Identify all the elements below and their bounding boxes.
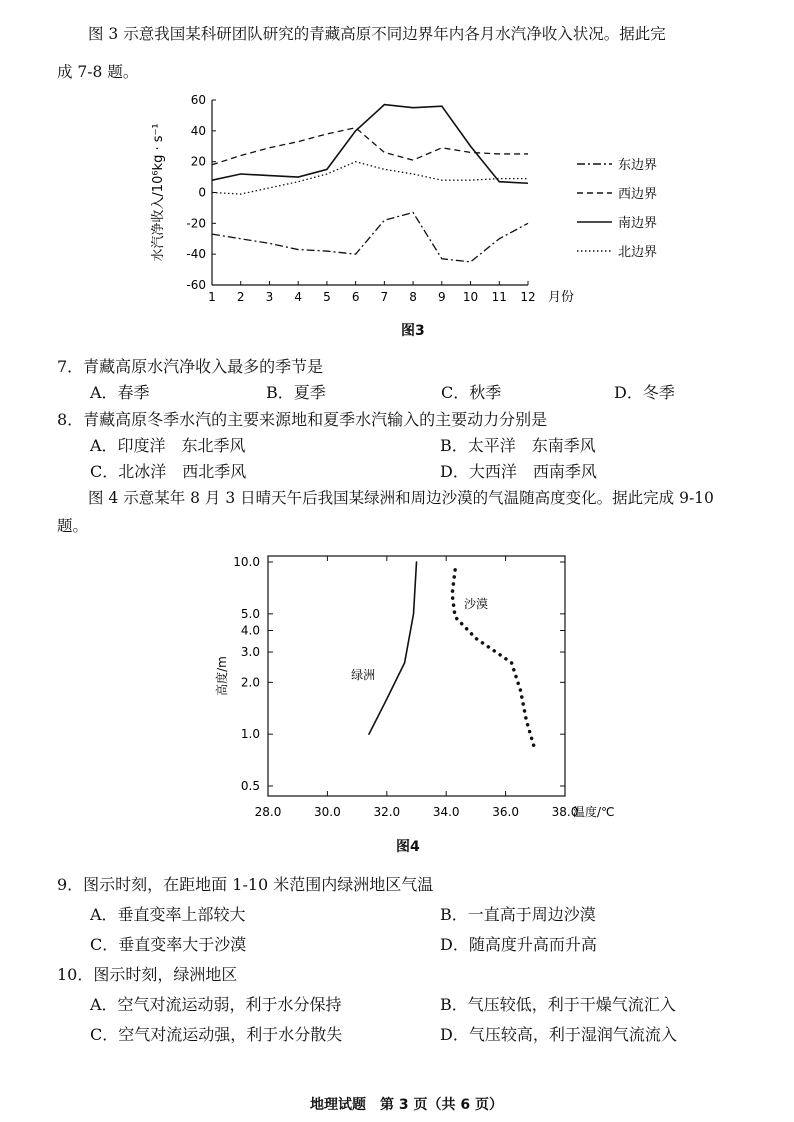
figure-3-y-tick-label: -60 xyxy=(186,278,206,292)
question-7-option-c[interactable]: C．秋季 xyxy=(441,383,502,402)
figure-3-x-tick-label: 12 xyxy=(520,290,536,304)
figure-4-x-tick-label: 34.0 xyxy=(432,805,460,819)
figure-3-caption: 图3 xyxy=(401,323,425,339)
figure-4-y-tick-label: 10.0 xyxy=(233,555,260,569)
question-10-stem: 10．图示时刻，绿洲地区 xyxy=(57,965,238,984)
question-9-stem: 9．图示时刻，在距地面 1-10 米范围内绿洲地区气温 xyxy=(57,875,434,894)
figure-4-x-tick-label: 28.0 xyxy=(254,805,282,819)
figure-3-x-tick-label: 5 xyxy=(323,290,331,304)
question-9-option-b[interactable]: B．一直高于周边沙漠 xyxy=(440,905,596,924)
figure-3-y-tick-label: 40 xyxy=(190,123,206,138)
intro-paragraph-2-line-1: 图 4 示意某年 8 月 3 日晴天午后我国某绿洲和周边沙漠的气温随高度变化。据此完成 9-10 xyxy=(88,489,714,507)
figure-4-x-tick-label: 30.0 xyxy=(314,805,341,819)
intro-paragraph-2-line-2: 题。 xyxy=(57,517,89,535)
figure-4-y-tick-label: 2.0 xyxy=(240,675,260,690)
figure-3-x-tick-label: 11 xyxy=(491,290,507,304)
figure-4-caption: 图4 xyxy=(396,839,420,855)
figure-4-plot-frame xyxy=(268,556,565,796)
question-8-option-a[interactable]: A．印度洋 东北季风 xyxy=(90,436,246,455)
figure-3-series-line xyxy=(212,162,528,194)
question-10-option-c[interactable]: C．空气对流运动强，利于水分散失 xyxy=(90,1025,343,1044)
intro-paragraph-1-line-1: 图 3 示意我国某科研团队研究的青藏高原不同边界年内各月水汽净收入状况。据此完 xyxy=(88,25,666,43)
figure-3-y-tick-label: 0 xyxy=(198,185,206,200)
figure-4-series-label: 绿洲 xyxy=(351,668,376,683)
question-9-option-d[interactable]: D．随高度升高而升高 xyxy=(440,935,597,954)
question-10-option-d[interactable]: D．气压较高，利于湿润气流流入 xyxy=(440,1025,677,1044)
figure-4-x-axis-label: 温度/℃ xyxy=(573,805,615,819)
question-10-option-a[interactable]: A．空气对流运动弱，利于水分保持 xyxy=(90,995,342,1014)
intro-paragraph-1-line-2: 成 7-8 题。 xyxy=(57,63,139,81)
question-7-option-d[interactable]: D．冬季 xyxy=(614,383,675,402)
question-7-stem: 7．青藏高原水汽净收入最多的季节是 xyxy=(57,357,324,376)
figure-4-series-line xyxy=(369,562,417,734)
figure-4-x-tick-label: 32.0 xyxy=(373,805,401,819)
figure-3-series-line xyxy=(212,105,528,184)
figure-3-x-tick-label: 6 xyxy=(351,290,360,304)
figure-3-y-axis-label: 水汽净收入/10⁶kg · s⁻¹ xyxy=(151,123,166,262)
figure-4-y-tick-label: 4.0 xyxy=(240,623,260,638)
figure-3-y-tick-label: -20 xyxy=(186,216,206,231)
figure-4-y-tick-label: 3.0 xyxy=(240,645,260,660)
figure-3-x-tick-label: 9 xyxy=(437,290,446,304)
figure-3-legend-label: 西边界 xyxy=(618,187,658,202)
figure-3-legend-label: 东边界 xyxy=(618,158,658,173)
figure-3-legend-label: 北边界 xyxy=(618,245,658,260)
question-8-option-d[interactable]: D．大西洋 西南季风 xyxy=(440,462,597,481)
figure-3-legend-label: 南边界 xyxy=(618,216,658,231)
figure-3-x-axis-label: 月份 xyxy=(548,290,575,305)
figure-4-x-tick-label: 38.0 xyxy=(551,805,579,819)
figure-4-x-tick-label: 36.0 xyxy=(492,805,519,819)
question-7-option-a[interactable]: A．春季 xyxy=(90,383,150,402)
question-7-option-b[interactable]: B．夏季 xyxy=(266,383,326,402)
figure-3-x-tick-label: 1 xyxy=(208,290,216,304)
figure-3-x-tick-label: 3 xyxy=(265,290,274,304)
question-9-option-a[interactable]: A．垂直变率上部较大 xyxy=(90,905,246,924)
figure-3-y-tick-label: -40 xyxy=(186,247,206,262)
figure-3-x-tick-label: 2 xyxy=(236,290,245,304)
page-footer: 地理试题 第 3 页（共 6 页） xyxy=(310,1097,503,1113)
question-10-option-b[interactable]: B．气压较低，利于干燥气流汇入 xyxy=(440,995,676,1014)
question-8-option-b[interactable]: B．太平洋 东南季风 xyxy=(440,436,596,455)
figure-4-chart xyxy=(210,548,615,823)
figure-3-x-tick-label: 8 xyxy=(409,290,417,304)
figure-4-y-axis-label: 高度/m xyxy=(215,656,229,696)
figure-3-x-tick-label: 10 xyxy=(462,290,479,304)
figure-3-chart xyxy=(140,88,700,310)
figure-3-x-tick-label: 7 xyxy=(380,290,389,304)
figure-3-y-tick-label: 60 xyxy=(190,93,206,107)
question-9-option-c[interactable]: C．垂直变率大于沙漠 xyxy=(90,935,247,954)
figure-4-series-label: 沙漠 xyxy=(464,597,489,612)
figure-4-y-tick-label: 0.5 xyxy=(240,779,260,793)
figure-4-y-tick-label: 1.0 xyxy=(240,727,260,742)
figure-3-x-tick-label: 4 xyxy=(294,290,303,304)
figure-3-y-tick-label: 20 xyxy=(190,154,206,169)
figure-4-y-tick-label: 5.0 xyxy=(240,606,260,621)
figure-3-series-line xyxy=(212,213,528,262)
question-8-stem: 8．青藏高原冬季水汽的主要来源地和夏季水汽输入的主要动力分别是 xyxy=(57,410,548,429)
question-8-option-c[interactable]: C．北冰洋 西北季风 xyxy=(90,462,247,481)
